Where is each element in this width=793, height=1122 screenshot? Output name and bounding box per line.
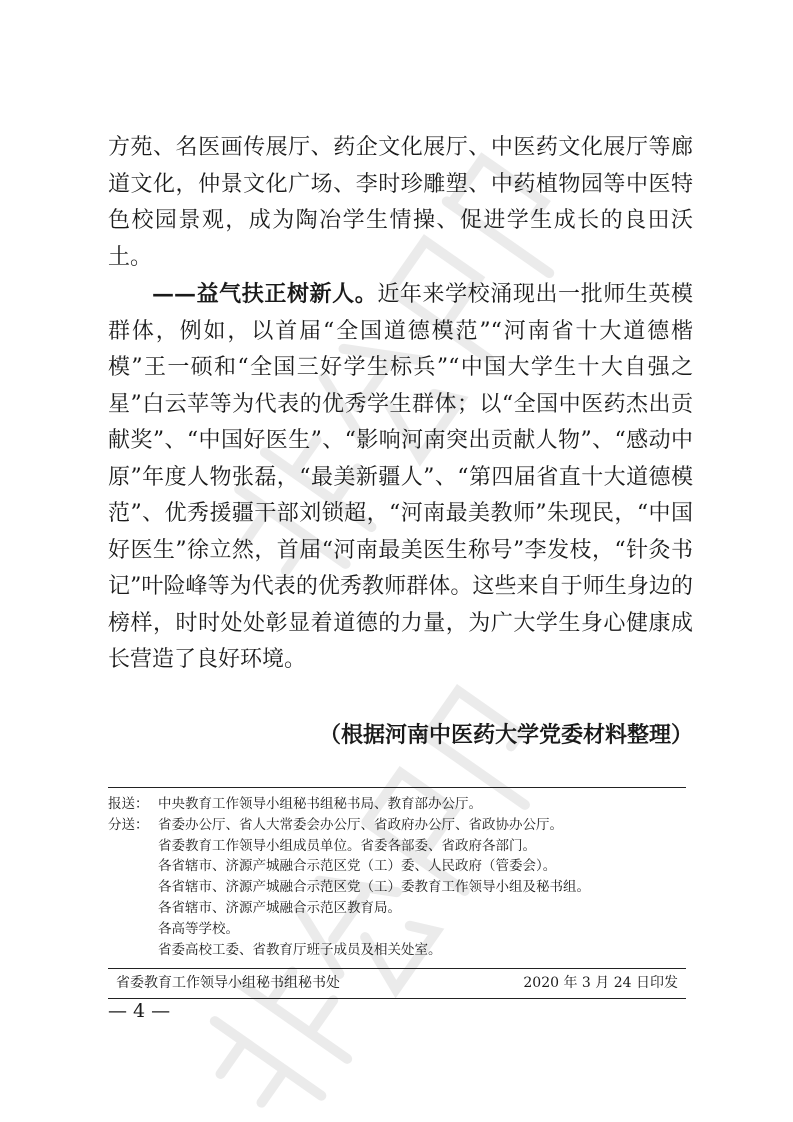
report-row <box>108 794 686 815</box>
send-recipient: 各省辖市、济源产城融合示范区党（工）委教育工作领导小组及秘书组。 <box>158 879 590 896</box>
issue-date: 2020 年 3 月 24 日印发 <box>523 975 678 992</box>
send-row <box>108 940 686 961</box>
distribution-block <box>108 787 686 999</box>
paragraph-role-models <box>108 276 693 679</box>
send-recipient: 各高等学校。 <box>158 920 239 937</box>
send-row <box>108 898 686 919</box>
body-text <box>108 130 693 679</box>
send-row <box>108 836 686 857</box>
paragraph-campus-culture: 方苑、名医画传展厅、药企文化展厅、中医药文化展厅等廊道文化，仲景文化广场、李时珍雕塑、中药植物园等中医特色校园景观，成为陶冶学生情操、促进学生成长的良田沃土。 <box>108 135 693 270</box>
send-row <box>108 815 686 836</box>
report-label: 报送： <box>108 796 149 812</box>
distribution-list <box>108 788 686 968</box>
send-row <box>108 919 686 940</box>
issuer: 省委教育工作领导小组秘书组秘书处 <box>116 975 340 992</box>
report-recipients: 中央教育工作领导小组秘书组秘书局、教育部办公厅。 <box>158 796 482 812</box>
issuer-row <box>108 969 686 998</box>
send-row <box>108 856 686 877</box>
send-recipient: 省委高校工委、省教育厅班子成员及相关处室。 <box>158 941 442 958</box>
send-recipient: 省委办公厅、省人大常委会办公厅、省政府办公厅、省政协办公厅。 <box>158 816 563 833</box>
source-note: （根据河南中医药大学党委材料整理） <box>318 722 693 748</box>
send-recipient: 各省辖市、济源产城融合示范区教育局。 <box>158 899 401 916</box>
paragraph-role-models-text: 近年来学校涌现出一批师生英模群体，例如，以首届“全国道德模范”“河南省十大道德楷模”王一硕和“全国三好学生标兵”“中国大学生十大自强之星”白云苹等为代表的优秀学生群体；以“全国中医药杰出贡献奖”、“中国好医生”、“影响河南突出贡献人物”、“感动中原”年度人物张磊，“最美新疆人”、“第四届省直十大道德模范”、优秀援疆干部刘锁超，“河南最美教师”朱现民，“中国好医生”徐立然，首届“河南最美医生称号”李发枝，“针灸书记”叶险峰等为代表的优秀教师群体。这些来自于师生身边的榜样，时时处处彰显着道德的力量，为广大学生身心健康成长营造了良好环境。 <box>108 282 693 672</box>
section-heading: ——益气扶正树新人。 <box>152 281 378 307</box>
send-recipient: 各省辖市、济源产城融合示范区党（工）委、人民政府（管委会）。 <box>158 858 557 875</box>
send-label: 分送： <box>108 816 149 833</box>
bottom-divider <box>108 998 686 999</box>
page-number: — 4 — <box>108 1000 171 1022</box>
send-recipient: 省委教育工作领导小组成员单位。省委各部委、省政府各部门。 <box>158 837 536 854</box>
send-row <box>108 877 686 898</box>
